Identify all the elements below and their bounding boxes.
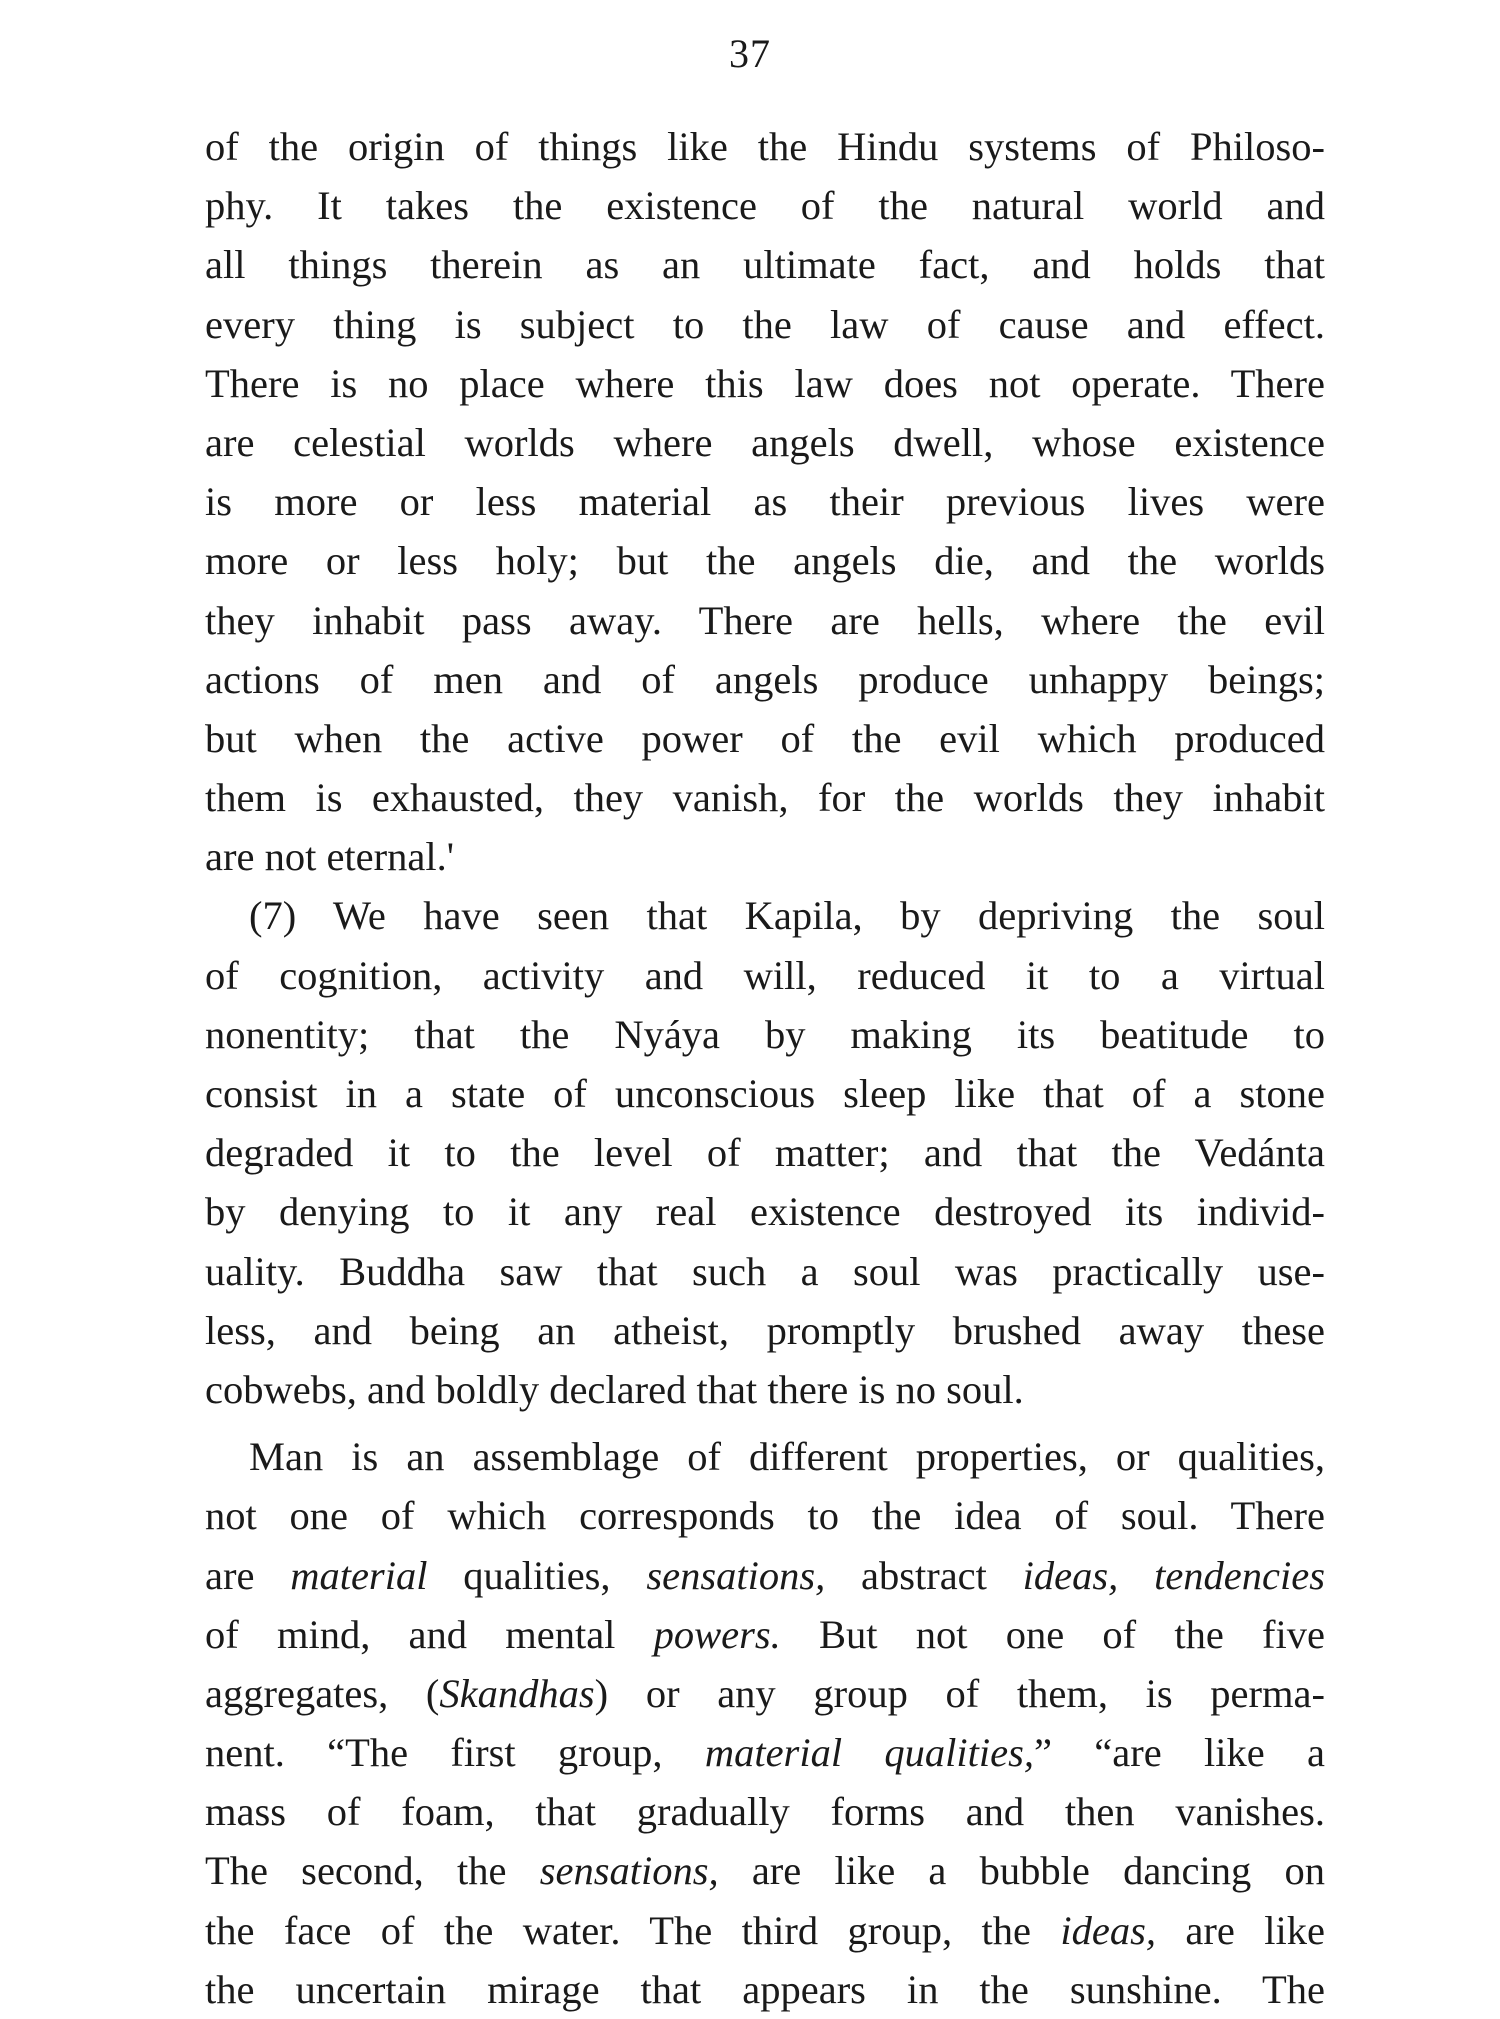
- text-run: qualities,: [427, 1552, 647, 1598]
- text-line: all things therein as an ultimate fact, and holds that: [205, 242, 1325, 288]
- text-line: the uncertain mirage that appears in the sunshine. The: [205, 1966, 1325, 2012]
- text-line: There is no place where this law does not operate. There: [205, 360, 1325, 406]
- text-line: mass of foam, that gradually forms and then vanishes.: [205, 1789, 1325, 1835]
- italic-term: material qualities,: [704, 1730, 1034, 1776]
- text-line: of cognition, activity and will, reduced it to a virtual: [205, 952, 1325, 998]
- text-line: they inhabit pass away. There are hells, where the evil: [205, 597, 1325, 643]
- text-line: (7) We have seen that Kapila, by depriving the soul: [249, 893, 1325, 939]
- text-line: degraded it to the level of matter; and that the Vedánta: [205, 1130, 1325, 1176]
- paragraph-gap: [205, 1419, 1325, 1427]
- italic-term: ideas,: [1060, 1907, 1157, 1953]
- text-line: nonentity; that the Nyáya by making its beatitude to: [205, 1011, 1325, 1057]
- italic-term: tendencies: [1154, 1552, 1325, 1598]
- text-line: [205, 1723, 1325, 1782]
- text-line: uality. Buddha saw that such a soul was practically use-: [205, 1248, 1325, 1294]
- text-line: [205, 1664, 1325, 1723]
- text-line: of the origin of things like the Hindu systems of Philoso-: [205, 124, 1325, 169]
- text-run: nent. “The first group,: [205, 1730, 705, 1776]
- italic-term: powers.: [653, 1611, 781, 1657]
- text-line: by denying to it any real existence destroyed its individ-: [205, 1189, 1325, 1235]
- text-run: the face of the water. The third group, the: [205, 1907, 1061, 1953]
- text-line: are celestial worlds where angels dwell, whose existence: [205, 419, 1325, 465]
- text-line: every thing is subject to the law of cause and effect.: [205, 301, 1325, 347]
- text-run: ) or any group of them, is perma-: [594, 1670, 1325, 1716]
- italic-term: ideas,: [1022, 1552, 1119, 1598]
- page-number: 37: [729, 31, 771, 76]
- text-line: them is exhausted, they vanish, for the worlds they inhabit: [205, 775, 1325, 821]
- text-run: are: [205, 1552, 291, 1598]
- text-run: aggregates, (: [205, 1670, 440, 1716]
- text-line: actions of men and of angels produce unhappy beings;: [205, 656, 1325, 702]
- text-line: phy. It takes the existence of the natural world and: [205, 183, 1325, 229]
- text-line: [205, 1841, 1325, 1900]
- italic-term: Skandhas: [439, 1670, 595, 1716]
- italic-term: sensations,: [539, 1848, 719, 1894]
- text-line: are not eternal.': [205, 834, 455, 880]
- text-run: of mind, and mental: [205, 1611, 654, 1657]
- text-line: not one of which corresponds to the idea of soul. There: [205, 1493, 1325, 1539]
- text-run: ” “are like a: [1034, 1730, 1325, 1776]
- text-line: consist in a state of unconscious sleep like that of a stone: [205, 1071, 1325, 1116]
- italic-term: material: [290, 1552, 428, 1598]
- text-line: but when the active power of the evil which produced: [205, 715, 1325, 761]
- text-line: is more or less material as their previous lives were: [205, 479, 1325, 525]
- text-run: are like a bubble dancing on: [718, 1848, 1326, 1894]
- text-run: are like: [1156, 1907, 1325, 1953]
- body-text: [205, 117, 1325, 2019]
- text-line: [205, 1605, 1325, 1664]
- text-line: Man is an assemblage of different properties, or qualities,: [249, 1434, 1325, 1480]
- text-line: [205, 1546, 1325, 1605]
- text-line: more or less holy; but the angels die, and the worlds: [205, 538, 1325, 584]
- text-line: less, and being an atheist, promptly brushed away these: [205, 1307, 1325, 1353]
- text-line: [205, 1901, 1325, 1960]
- text-run: [1118, 1553, 1154, 1598]
- text-line: cobwebs, and boldly declared that there is no soul.: [205, 1366, 1024, 1412]
- italic-term: sensations,: [646, 1552, 826, 1598]
- text-run: But not one of the five: [780, 1611, 1325, 1657]
- text-run: abstract: [825, 1552, 1023, 1598]
- text-run: The second, the: [205, 1848, 540, 1894]
